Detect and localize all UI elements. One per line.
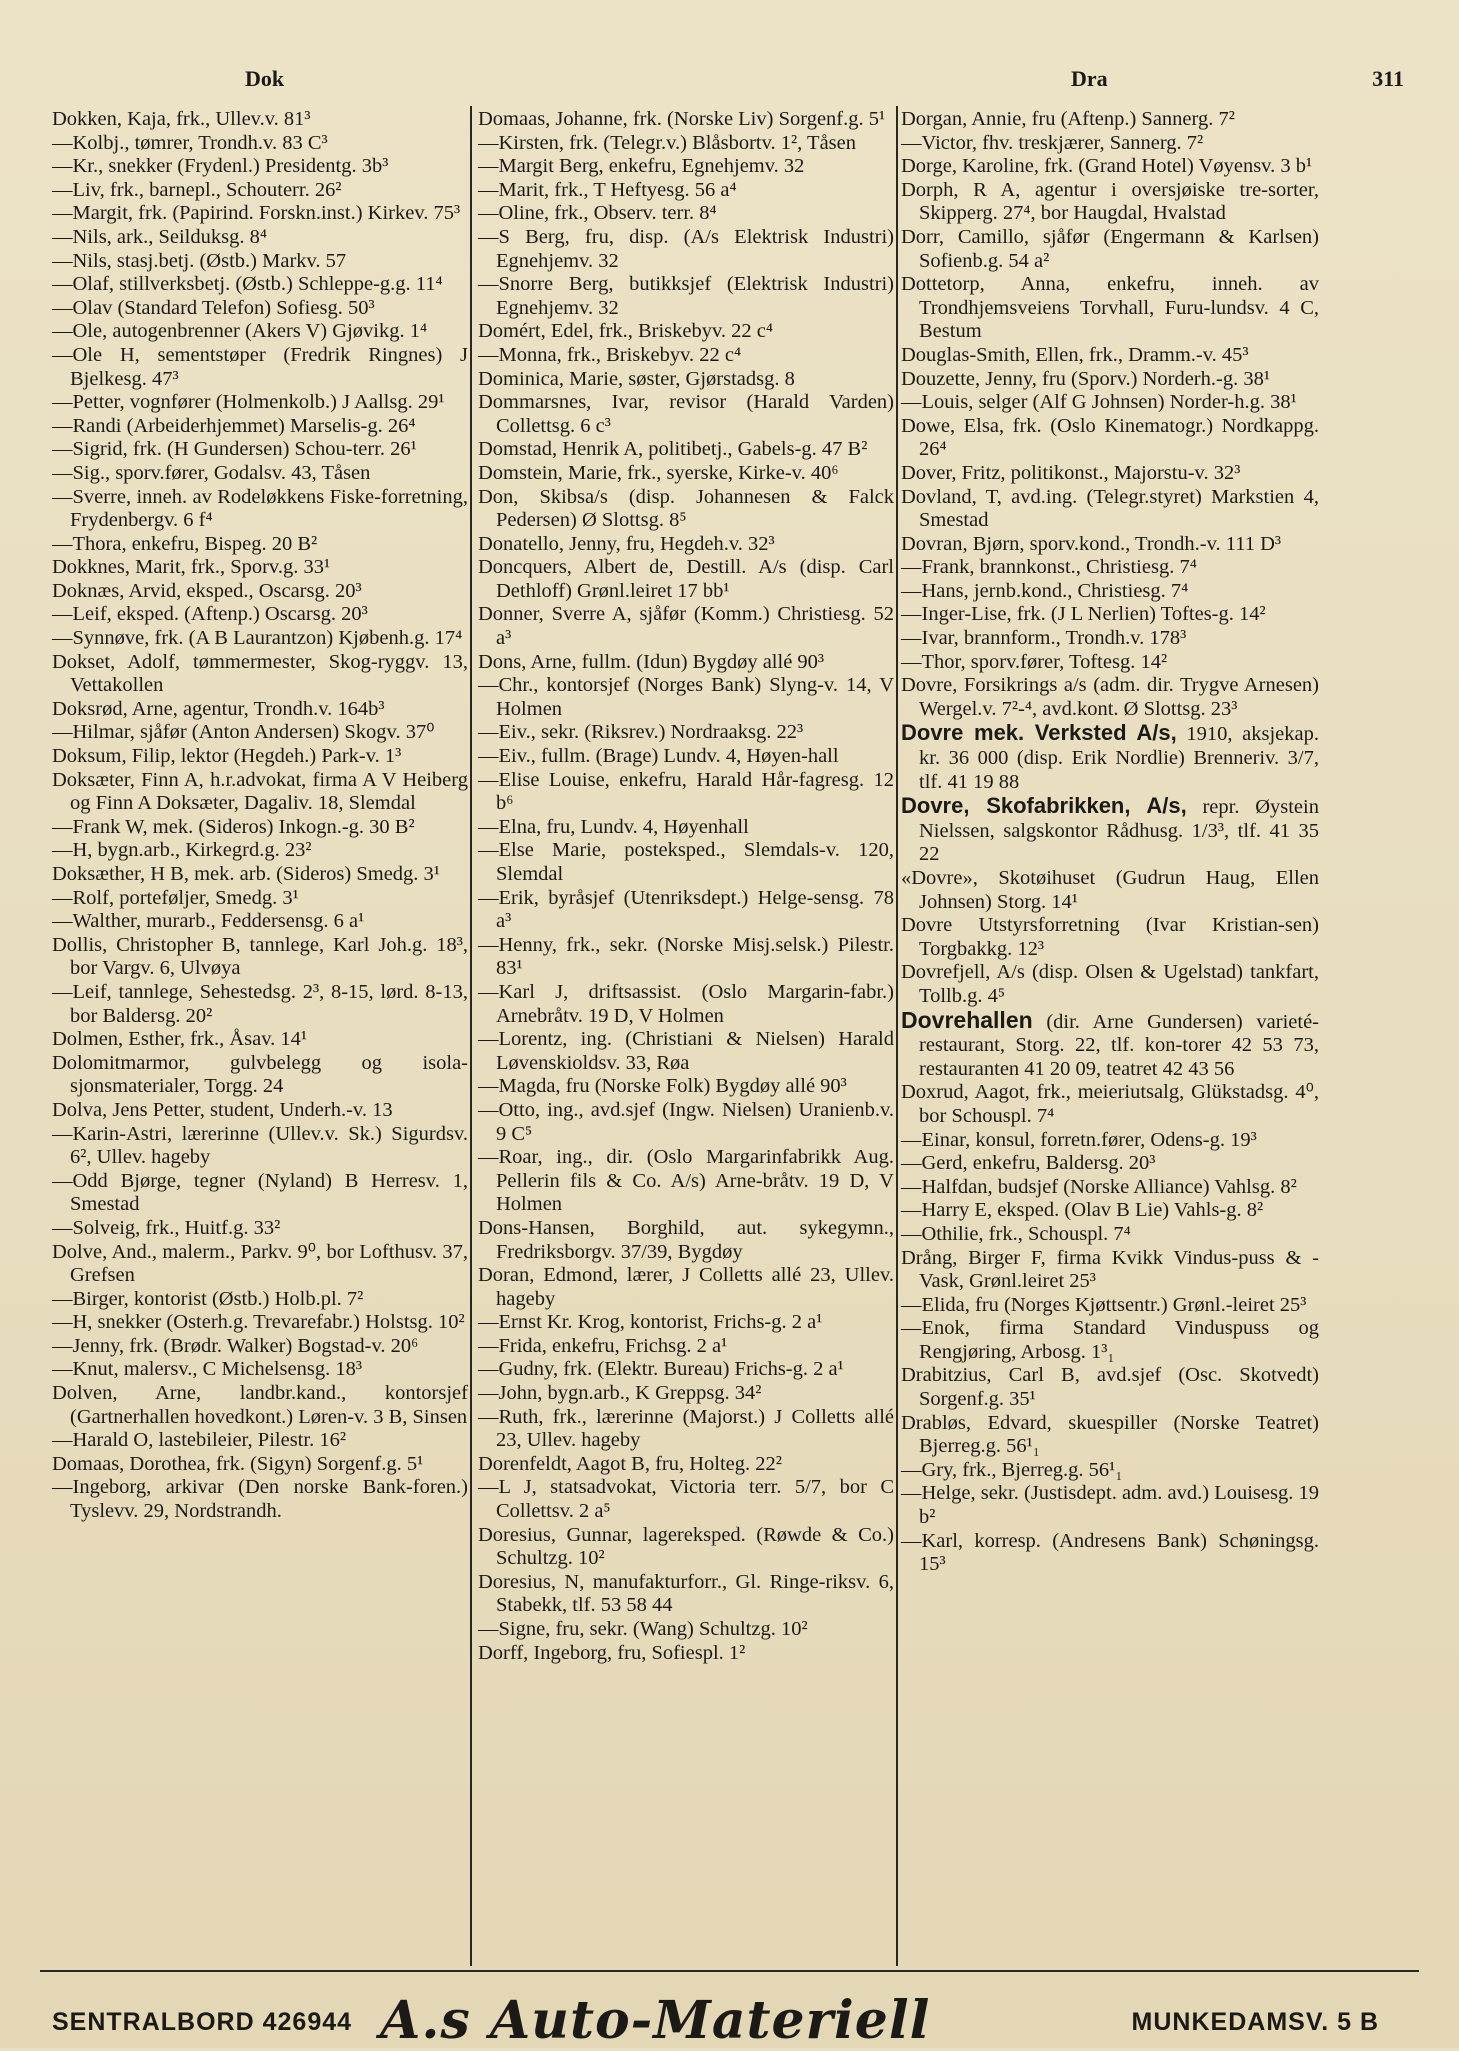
directory-entry: Douglas-Smith, Ellen, frk., Dramm.-v. 45³ <box>901 343 1249 366</box>
directory-entry: «Dovre», Skotøihuset (Gudrun Haug, Ellen Johnsen) Storg. 14¹ <box>901 867 1319 913</box>
column-divider <box>896 106 898 1966</box>
directory-entry: —Ernst Kr. Krog, kontorist, Frichs-g. 2 a¹ <box>478 1311 823 1334</box>
directory-entry: Domaas, Dorothea, frk. (Sigyn) Sorgenf.g. 5¹ <box>52 1452 424 1475</box>
directory-entry: —Enok, firma Standard Vinduspuss og Rengjøring, Arbosg. 1³₁ <box>901 1317 1319 1363</box>
directory-entry: —Ole H, sementstøper (Fredrik Ringnes) J Bjelkesg. 47³ <box>52 343 468 390</box>
directory-entry: Doknæs, Arvid, eksped., Oscarsg. 20³ <box>52 579 362 602</box>
directory-entry: Doncquers, Albert de, Destill. A/s (disp. Carl Dethloff) Grønl.leiret 17 bb¹ <box>478 556 894 602</box>
directory-entry: —Oline, frk., Observ. terr. 8⁴ <box>478 202 717 225</box>
directory-entry: —Otto, ing., avd.sjef (Ingw. Nielsen) Uranienb.v. 9 C⁵ <box>478 1098 894 1145</box>
directory-entry: Dokset, Adolf, tømmermester, Skog-ryggv. 13, Vettakollen <box>52 650 468 697</box>
directory-entry: —Nils, ark., Seilduksg. 8⁴ <box>52 225 267 248</box>
directory-entry: —Einar, konsul, forretn.fører, Odens-g. 19³ <box>901 1128 1257 1151</box>
directory-entry: —Walther, murarb., Feddersensg. 6 a¹ <box>52 910 365 933</box>
directory-entry: —Henny, frk., sekr. (Norske Misj.selsk.) Pilestr. 83¹ <box>478 933 894 980</box>
directory-entry: Domaas, Johanne, frk. (Norske Liv) Sorgenf.g. 5¹ <box>478 108 886 130</box>
footer-company-logo-text: A.s Auto-Materiell <box>380 1990 931 2051</box>
directory-entry: —Monna, frk., Briskebyv. 22 c⁴ <box>478 343 742 366</box>
directory-entry: Don, Skibsa/s (disp. Johannesen & Falck Pedersen) Ø Slottsg. 8⁵ <box>478 485 894 532</box>
directory-entry: —Snorre Berg, butikksjef (Elektrisk Industri) Egnehjemv. 32 <box>478 273 894 319</box>
directory-entry: —Rolf, porteføljer, Smedg. 3¹ <box>52 886 299 909</box>
directory-entry: Dolmen, Esther, frk., Åsav. 14¹ <box>52 1028 308 1051</box>
directory-entry: —Signe, fru, sekr. (Wang) Schultzg. 10² <box>478 1618 808 1640</box>
directory-entry: —Karin-Astri, lærerinne (Ullev.v. Sk.) Sigurdsv. 6², Ullev. hageby <box>52 1122 468 1169</box>
directory-entry: —Margit Berg, enkefru, Egnehjemv. 32 <box>478 155 805 178</box>
directory-entry: Domért, Edel, frk., Briskebyv. 22 c⁴ <box>478 320 774 343</box>
directory-entry: Doksrød, Arne, agentur, Trondh.v. 164b³ <box>52 697 385 720</box>
directory-entry: —Hilmar, sjåfør (Anton Andersen) Skogv. 37⁰ <box>52 721 435 744</box>
directory-entry: —Gry, frk., Bjerreg.g. 56¹₁ <box>901 1458 1123 1481</box>
directory-entry: —Victor, fhv. treskjærer, Sannerg. 7² <box>901 131 1204 154</box>
directory-entry: Dovre Utstyrsforretning (Ivar Kristian-sen) Torgbakkg. 12³ <box>901 914 1319 960</box>
directory-entry: Dorge, Karoline, frk. (Grand Hotel) Vøyensv. 3 b¹ <box>901 155 1313 178</box>
directory-entry: —Ole, autogenbrenner (Akers V) Gjøvikg. 1⁴ <box>52 320 428 343</box>
directory-entry: Dorr, Camillo, sjåfør (Engermann & Karlsen) Sofienb.g. 54 a² <box>901 225 1319 272</box>
directory-entry: —Thora, enkefru, Bispeg. 20 B² <box>52 532 318 555</box>
directory-entry: Domstein, Marie, frk., syerske, Kirke-v. 40⁶ <box>478 461 839 484</box>
directory-entry: Dorenfeldt, Aagot B, fru, Holteg. 22² <box>478 1452 782 1475</box>
directory-entry: —Louis, selger (Alf G Johnsen) Norder-h.g. 38¹ <box>901 391 1297 414</box>
directory-entry: —L J, statsadvokat, Victoria terr. 5/7, bor C Collettsv. 2 a⁵ <box>478 1476 894 1523</box>
directory-entry: —Else Marie, posteksped., Slemdals-v. 120, Slemdal <box>478 839 894 885</box>
directory-entry: Dokknes, Marit, frk., Sporv.g. 33¹ <box>52 556 331 579</box>
directory-entry: Dovre, Forsikrings a/s (adm. dir. Trygve Arnesen) Wergel.v. 7²-⁴, avd.kont. Ø Slottsg. 23³ <box>901 674 1319 720</box>
directory-entry: —Olav (Standard Telefon) Sofiesg. 50³ <box>52 296 375 319</box>
directory-entry: Dovland, T, avd.ing. (Telegr.styret) Markstien 4, Smestad <box>901 485 1319 532</box>
column-3 <box>901 108 1319 1577</box>
directory-entry: —Inger-Lise, frk. (J L Nerlien) Toftes-g. 14² <box>901 603 1266 626</box>
footer-phone: SENTRALBORD 426944 <box>52 2008 353 2036</box>
directory-entry: —Nils, stasj.betj. (Østb.) Markv. 57 <box>52 249 347 272</box>
directory-entry: Dovrehallen (dir. Arne Gundersen) varieté-restaurant, Storg. 22, tlf. kon-torer 42 53 73, restauranten 41 20 09, teatret 42 43 56 <box>901 1006 1319 1080</box>
directory-entry: Dominica, Marie, søster, Gjørstadsg. 8 <box>478 367 795 390</box>
directory-entry: —Randi (Arbeiderhjemmet) Marselis-g. 26⁴ <box>52 414 416 437</box>
directory-entry: —Gerd, enkefru, Baldersg. 20³ <box>901 1152 1156 1175</box>
directory-entry: —Ingeborg, arkivar (Den norske Bank-foren.) Tyslevv. 29, Nordstrandh. <box>52 1476 468 1523</box>
directory-entry: —Kolbj., tømrer, Trondh.v. 83 C³ <box>52 131 328 154</box>
directory-entry: Doresius, Gunnar, lagereksped. (Røwde & Co.) Schultzg. 10² <box>478 1523 894 1570</box>
directory-entry: Dommarsnes, Ivar, revisor (Harald Varden) Collettsg. 6 c³ <box>478 391 894 437</box>
directory-entry: —Leif, eksped. (Aftenp.) Oscarsg. 20³ <box>52 603 368 626</box>
directory-entry: —Harry E, eksped. (Olav B Lie) Vahls-g. 8² <box>901 1199 1264 1222</box>
directory-entry: —Othilie, frk., Schouspl. 7⁴ <box>901 1222 1131 1245</box>
directory-entry: Dorff, Ingeborg, fru, Sofiespl. 1² <box>478 1641 746 1664</box>
directory-entry: —Frank, brannkonst., Christiesg. 7⁴ <box>901 556 1197 579</box>
directory-entry: Dolomitmarmor, gulvbelegg og isola-sjonsmaterialer, Torgg. 24 <box>52 1051 468 1098</box>
directory-entry: Dovran, Bjørn, sporv.kond., Trondh.-v. 111 D³ <box>901 532 1282 555</box>
directory-entry: Dorgan, Annie, fru (Aftenp.) Sannerg. 7² <box>901 108 1235 130</box>
directory-entry: Donner, Sverre A, sjåfør (Komm.) Christiesg. 52 a³ <box>478 603 894 650</box>
directory-entry: —Birger, kontorist (Østb.) Holb.pl. 7² <box>52 1287 364 1310</box>
directory-entry: —John, bygn.arb., K Greppsg. 34² <box>478 1382 762 1405</box>
directory-entry: Dons-Hansen, Borghild, aut. sykegymn., Fredriksborgv. 37/39, Bygdøy <box>478 1216 894 1263</box>
directory-entry: —Ivar, brannform., Trondh.v. 178³ <box>901 627 1187 650</box>
directory-entry: —Thor, sporv.fører, Toftesg. 14² <box>901 650 1168 673</box>
directory-entry: Dowe, Elsa, frk. (Oslo Kinematogr.) Nordkappg. 26⁴ <box>901 414 1319 461</box>
directory-entry: Domstad, Henrik A, politibetj., Gabels-g. 47 B² <box>478 438 868 461</box>
footer-rule <box>40 1970 1419 1972</box>
directory-entry: —Odd Bjørge, tegner (Nyland) B Herresv. 1, Smestad <box>52 1169 468 1216</box>
directory-entry: —Synnøve, frk. (A B Laurantzon) Kjøbenh.g. 17⁴ <box>52 627 463 650</box>
directory-entry: —Knut, malersv., C Michelsensg. 18³ <box>52 1358 363 1381</box>
directory-entry: —Frida, enkefru, Frichsg. 2 a¹ <box>478 1334 728 1357</box>
directory-entry: —Eiv., sekr. (Riksrev.) Nordraaksg. 22³ <box>478 721 804 744</box>
directory-entry: —Gudny, frk. (Elektr. Bureau) Frichs-g. 2 a¹ <box>478 1358 844 1381</box>
directory-entry: Dovre mek. Verksted A/s, 1910, aksjekap. kr. 36 000 (disp. Erik Nordlie) Brenneriv. 3/7, tlf. 41 19 88 <box>901 720 1319 793</box>
page-number: 311 <box>1372 66 1404 91</box>
directory-entry: —Leif, tannlege, Sehestedsg. 2³, 8-15, lørd. 8-13, bor Baldersg. 20² <box>52 980 468 1027</box>
directory-entry: —Solveig, frk., Huitf.g. 33² <box>52 1216 281 1239</box>
directory-entry: —Elna, fru, Lundv. 4, Høyenhall <box>478 815 749 838</box>
directory-entry: —Petter, vognfører (Holmenkolb.) J Aallsg. 29¹ <box>52 391 445 414</box>
column-divider <box>470 106 472 1966</box>
directory-entry: Dolven, Arne, landbr.kand., kontorsjef (Gartnerhallen hovedkont.) Løren-v. 3 B, Sinsen <box>52 1382 468 1428</box>
directory-entry: —Marit, frk., T Heftyesg. 56 a⁴ <box>478 178 737 201</box>
directory-entry: —Sverre, inneh. av Rodeløkkens Fiske-forretning, Frydenbergv. 6 f⁴ <box>52 485 468 532</box>
column-1 <box>52 108 468 1524</box>
directory-entry: —Sigrid, frk. (H Gundersen) Schou-terr. 26¹ <box>52 438 417 461</box>
header-right-word: Dra <box>1071 66 1108 91</box>
column-2 <box>478 108 894 1665</box>
directory-entry: —Roar, ing., dir. (Oslo Margarinfabrikk Aug. Pellerin fils & Co. A/s) Arne-bråtv. 19 D, V Holmen <box>478 1146 894 1216</box>
directory-entry: —Frank W, mek. (Sideros) Inkogn.-g. 30 B² <box>52 815 415 838</box>
directory-entry: —H, bygn.arb., Kirkegrd.g. 23² <box>52 839 312 862</box>
directory-entry: —Erik, byråsjef (Utenriksdept.) Helge-sensg. 78 a³ <box>478 886 894 933</box>
directory-entry: Drabitzius, Carl B, avd.sjef (Osc. Skotvedt) Sorgenf.g. 35¹ <box>901 1364 1319 1411</box>
advertisement-footer <box>40 1990 1419 2050</box>
directory-entry: Dolva, Jens Petter, student, Underh.-v. 13 <box>52 1098 393 1121</box>
directory-entry: —Chr., kontorsjef (Norges Bank) Slyng-v. 14, V Holmen <box>478 674 894 720</box>
directory-entry: Dollis, Christopher B, tannlege, Karl Joh.g. 18³, bor Vargv. 6, Ulvøya <box>52 933 468 980</box>
directory-entry: Dons, Arne, fullm. (Idun) Bygdøy allé 90³ <box>478 650 825 673</box>
directory-entry: —H, snekker (Osterh.g. Trevarefabr.) Holstsg. 10² <box>52 1311 465 1334</box>
directory-entry: —Lorentz, ing. (Christiani & Nielsen) Harald Løvenskioldsv. 33, Røa <box>478 1028 894 1074</box>
directory-entry: Dorph, R A, agentur i oversjøiske tre-sorter, Skipperg. 27⁴, bor Haugdal, Hvalstad <box>901 178 1319 225</box>
directory-entry: —Elise Louise, enkefru, Harald Hår-fagresg. 12 b⁶ <box>478 768 894 815</box>
directory-entry: —Kirsten, frk. (Telegr.v.) Blåsbortv. 1², Tåsen <box>478 131 856 154</box>
directory-entry: —S Berg, fru, disp. (A/s Elektrisk Industri) Egnehjemv. 32 <box>478 225 894 272</box>
directory-entry: Dover, Fritz, politikonst., Majorstu-v. 32³ <box>901 461 1241 484</box>
page-header <box>50 62 1404 92</box>
directory-entry: Dokken, Kaja, frk., Ullev.v. 81³ <box>52 108 311 130</box>
directory-entry: —Karl J, driftsassist. (Oslo Margarin-fabr.) Arnebråtv. 19 D, V Holmen <box>478 980 894 1027</box>
directory-entry: Drång, Birger F, firma Kvikk Vindus-puss & -Vask, Grønl.leiret 25³ <box>901 1246 1319 1293</box>
directory-entry: Drabløs, Edvard, skuespiller (Norske Teatret) Bjerreg.g. 56¹₁ <box>901 1411 1319 1458</box>
directory-entry: —Kr., snekker (Frydenl.) Presidentg. 3b³ <box>52 155 389 178</box>
directory-entry: —Harald O, lastebileier, Pilestr. 16² <box>52 1429 346 1452</box>
directory-entry: —Sig., sporv.fører, Godalsv. 43, Tåsen <box>52 461 371 484</box>
directory-entry: —Liv, frk., barnepl., Schouterr. 26² <box>52 178 342 201</box>
directory-entry: —Hans, jernb.kond., Christiesg. 7⁴ <box>901 579 1189 602</box>
directory-entry: Doksæter, Finn A, h.r.advokat, firma A V Heiberg og Finn A Doksæter, Dagaliv. 18, Slemdal <box>52 768 468 815</box>
directory-entry: Donatello, Jenny, fru, Hegdeh.v. 32³ <box>478 532 775 555</box>
directory-entry: —Helge, sekr. (Justisdept. adm. avd.) Louisesg. 19 b² <box>901 1482 1319 1529</box>
directory-entry: Doksum, Filip, lektor (Hegdeh.) Park-v. 1³ <box>52 745 402 768</box>
directory-entry: Doran, Edmond, lærer, J Colletts allé 23, Ullev. hageby <box>478 1264 894 1310</box>
directory-entry: Dottetorp, Anna, enkefru, inneh. av Trondhjemsveiens Torvhall, Furu-lundsv. 4 C, Bestum <box>901 273 1319 343</box>
directory-entry: —Karl, korresp. (Andresens Bank) Schøningsg. 15³ <box>901 1529 1319 1576</box>
directory-entry: Dovrefjell, A/s (disp. Olsen & Ugelstad) tankfart, Tollb.g. 4⁵ <box>901 961 1319 1007</box>
directory-entry: —Halfdan, budsjef (Norske Alliance) Vahlsg. 8² <box>901 1175 1297 1198</box>
directory-entry: —Margit, frk. (Papirind. Forskn.inst.) Kirkev. 75³ <box>52 202 461 225</box>
directory-entry: Doresius, N, manufakturforr., Gl. Ringe-riksv. 6, Stabekk, tlf. 53 58 44 <box>478 1570 894 1617</box>
directory-entry: Dolve, And., malerm., Parkv. 9⁰, bor Lofthusv. 37, Grefsen <box>52 1240 468 1287</box>
directory-entry: Dovre, Skofabrikken, A/s, repr. Øystein Nielssen, salgskontor Rådhusg. 1/3³, tlf. 41 35 22 <box>901 793 1319 866</box>
directory-entry: Doksæther, H B, mek. arb. (Sideros) Smedg. 3¹ <box>52 863 440 885</box>
directory-entry: Douzette, Jenny, fru (Sporv.) Norderh.-g. 38¹ <box>901 367 1270 390</box>
directory-entry: —Elida, fru (Norges Kjøttsentr.) Grønl.-leiret 25³ <box>901 1293 1307 1316</box>
directory-entry: —Ruth, frk., lærerinne (Majorst.) J Colletts allé 23, Ullev. hageby <box>478 1405 894 1452</box>
footer-address: MUNKEDAMSV. 5 B <box>1131 2008 1379 2036</box>
directory-entry: —Olaf, stillverksbetj. (Østb.) Schleppe-g.g. 11⁴ <box>52 273 443 296</box>
header-left-word: Dok <box>245 66 285 91</box>
directory-entry: —Magda, fru (Norske Folk) Bygdøy allé 90³ <box>478 1075 847 1098</box>
directory-entry: —Jenny, frk. (Brødr. Walker) Bogstad-v. 20⁶ <box>52 1334 419 1357</box>
directory-entry: —Eiv., fullm. (Brage) Lundv. 4, Høyen-hall <box>478 745 839 768</box>
directory-entry: Doxrud, Aagot, frk., meieriutsalg, Glükstadsg. 4⁰, bor Schouspl. 7⁴ <box>901 1081 1319 1127</box>
